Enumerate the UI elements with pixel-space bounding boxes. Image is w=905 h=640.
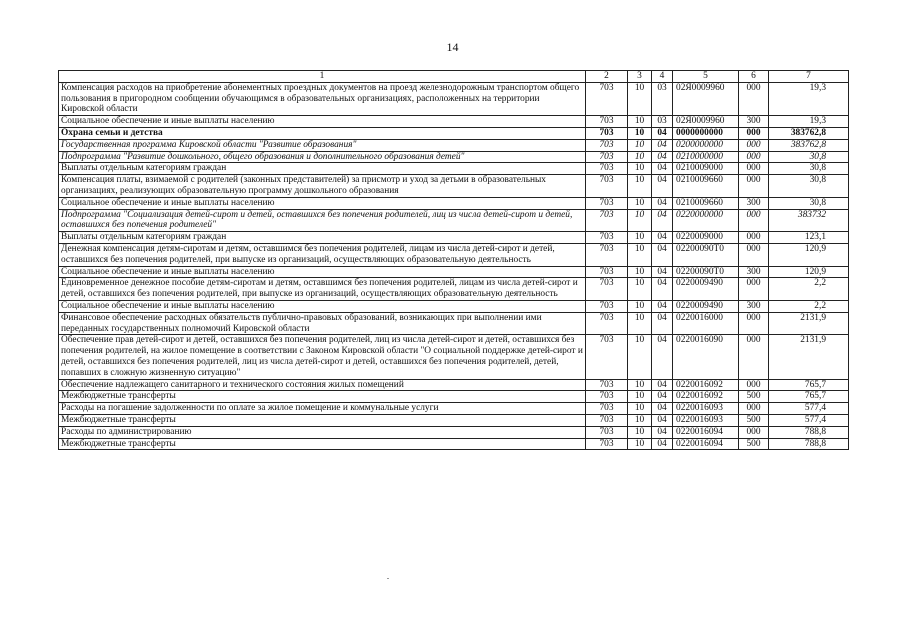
item-name-cell: Социальное обеспечение и иные выплаты населению bbox=[59, 116, 586, 128]
item-name-cell: Социальное обеспечение и иные выплаты населению bbox=[59, 197, 586, 209]
item-name-cell: Финансовое обеспечение расходных обязательств публично-правовых образований, возникающих при выполнении ими переданных государственных полномочий Кировской области bbox=[59, 312, 586, 335]
subsection-cell: 04 bbox=[652, 266, 673, 278]
target-article-cell: 0220009490 bbox=[673, 278, 739, 301]
expense-type-cell: 000 bbox=[739, 209, 769, 232]
section-cell: 10 bbox=[628, 278, 652, 301]
subsection-cell: 04 bbox=[652, 163, 673, 175]
table-row bbox=[59, 278, 849, 301]
target-article-cell: 0220000000 bbox=[673, 209, 739, 232]
item-name-cell: Единовременное денежное пособие детям-сиротам и детям, оставшимся без попечения родителей, лицам из числа детей-сирот и детей, оставшихся без попечения родителей, при выпуске из организаций, осуществляющих образовательную деятельность bbox=[59, 278, 586, 301]
amount-cell: 30,8 bbox=[769, 163, 849, 175]
admin-code-cell: 703 bbox=[586, 82, 628, 115]
section-cell: 10 bbox=[628, 438, 652, 450]
target-article-cell: 0220009000 bbox=[673, 232, 739, 244]
section-cell: 10 bbox=[628, 82, 652, 115]
item-name-cell: Выплаты отдельным категориям граждан bbox=[59, 232, 586, 244]
admin-code-cell: 703 bbox=[586, 335, 628, 379]
admin-code-cell: 703 bbox=[586, 278, 628, 301]
target-article-cell: 0200000000 bbox=[673, 139, 739, 151]
expense-type-cell: 000 bbox=[739, 379, 769, 391]
table-row bbox=[59, 209, 849, 232]
table-row bbox=[59, 232, 849, 244]
admin-code-cell: 703 bbox=[586, 209, 628, 232]
expense-type-cell: 500 bbox=[739, 391, 769, 403]
admin-code-cell: 703 bbox=[586, 127, 628, 139]
admin-code-cell: 703 bbox=[586, 139, 628, 151]
section-cell: 10 bbox=[628, 391, 652, 403]
section-cell: 10 bbox=[628, 379, 652, 391]
header-cell: 1 bbox=[59, 71, 586, 83]
subsection-cell: 04 bbox=[652, 300, 673, 312]
subsection-cell: 04 bbox=[652, 391, 673, 403]
expense-type-cell: 000 bbox=[739, 278, 769, 301]
target-article-cell: 0220016094 bbox=[673, 438, 739, 450]
section-cell: 10 bbox=[628, 116, 652, 128]
expense-type-cell: 000 bbox=[739, 175, 769, 198]
expense-type-cell: 000 bbox=[739, 82, 769, 115]
amount-cell: 19,3 bbox=[769, 116, 849, 128]
amount-cell: 120,9 bbox=[769, 243, 849, 266]
item-name-cell: Расходы по администрированию bbox=[59, 426, 586, 438]
amount-cell: 120,9 bbox=[769, 266, 849, 278]
subsection-cell: 03 bbox=[652, 116, 673, 128]
target-article-cell: 0220016094 bbox=[673, 426, 739, 438]
table-row bbox=[59, 403, 849, 415]
header-cell: 7 bbox=[769, 71, 849, 83]
amount-cell: 577,4 bbox=[769, 414, 849, 426]
amount-cell: 765,7 bbox=[769, 391, 849, 403]
target-article-cell: 0220016000 bbox=[673, 312, 739, 335]
table-row bbox=[59, 312, 849, 335]
table-row bbox=[59, 426, 849, 438]
amount-cell: 30,8 bbox=[769, 197, 849, 209]
section-cell: 10 bbox=[628, 335, 652, 379]
section-cell: 10 bbox=[628, 232, 652, 244]
expense-type-cell: 500 bbox=[739, 438, 769, 450]
item-name-cell: Межбюджетные трансферты bbox=[59, 438, 586, 450]
budget-table bbox=[58, 70, 849, 450]
amount-cell: 788,8 bbox=[769, 426, 849, 438]
expense-type-cell: 000 bbox=[739, 312, 769, 335]
section-cell: 10 bbox=[628, 403, 652, 415]
expense-type-cell: 000 bbox=[739, 151, 769, 163]
header-cell: 2 bbox=[586, 71, 628, 83]
table-row bbox=[59, 175, 849, 198]
table-row bbox=[59, 266, 849, 278]
item-name-cell: Межбюджетные трансферты bbox=[59, 391, 586, 403]
subsection-cell: 04 bbox=[652, 379, 673, 391]
subsection-cell: 04 bbox=[652, 197, 673, 209]
header-cell: 3 bbox=[628, 71, 652, 83]
section-cell: 10 bbox=[628, 300, 652, 312]
admin-code-cell: 703 bbox=[586, 175, 628, 198]
item-name-cell: Расходы на погашение задолженности по оплате за жилое помещение и коммунальные услуги bbox=[59, 403, 586, 415]
admin-code-cell: 703 bbox=[586, 426, 628, 438]
item-name-cell: Обеспечение прав детей-сирот и детей, оставшихся без попечения родителей, лиц из числа детей-сирот и детей, оставшихся без попечения родителей, на жилое помещение в соответствии с Законом Кировской области "О социальной поддержке детей-сирот и детей, оставшихся без попечения родителей, лиц из числа детей-сирот и детей, оставшихся без попечения родителей, детей, попавших в сложную жизненную ситуацию" bbox=[59, 335, 586, 379]
section-cell: 10 bbox=[628, 312, 652, 335]
amount-cell: 788,8 bbox=[769, 438, 849, 450]
table-row bbox=[59, 127, 849, 139]
subsection-cell: 04 bbox=[652, 426, 673, 438]
section-cell: 10 bbox=[628, 197, 652, 209]
item-name-cell: Социальное обеспечение и иные выплаты населению bbox=[59, 266, 586, 278]
amount-cell: 2,2 bbox=[769, 278, 849, 301]
table-row bbox=[59, 116, 849, 128]
item-name-cell: Компенсация платы, взимаемой с родителей (законных представителей) за присмотр и уход за детьми в образовательных организациях, реализующих образовательную программу дошкольного образования bbox=[59, 175, 586, 198]
amount-cell: 123,1 bbox=[769, 232, 849, 244]
target-article-cell: 0220016093 bbox=[673, 414, 739, 426]
target-article-cell: 0220016092 bbox=[673, 391, 739, 403]
target-article-cell: 0210009660 bbox=[673, 175, 739, 198]
section-cell: 10 bbox=[628, 175, 652, 198]
admin-code-cell: 703 bbox=[586, 232, 628, 244]
amount-cell: 2131,9 bbox=[769, 312, 849, 335]
item-name-cell: Социальное обеспечение и иные выплаты населению bbox=[59, 300, 586, 312]
subsection-cell: 04 bbox=[652, 127, 673, 139]
amount-cell: 2131,9 bbox=[769, 335, 849, 379]
section-cell: 10 bbox=[628, 163, 652, 175]
scan-speck bbox=[387, 578, 389, 579]
expense-type-cell: 000 bbox=[739, 139, 769, 151]
subsection-cell: 04 bbox=[652, 232, 673, 244]
amount-cell: 383762,8 bbox=[769, 139, 849, 151]
item-name-cell: Обеспечение надлежащего санитарного и технического состояния жилых помещений bbox=[59, 379, 586, 391]
subsection-cell: 04 bbox=[652, 243, 673, 266]
expense-type-cell: 000 bbox=[739, 163, 769, 175]
expense-type-cell: 000 bbox=[739, 426, 769, 438]
target-article-cell: 02200090Т0 bbox=[673, 266, 739, 278]
expense-type-cell: 000 bbox=[739, 403, 769, 415]
target-article-cell: 02Я0009960 bbox=[673, 82, 739, 115]
item-name-cell: Охрана семьи и детства bbox=[59, 127, 586, 139]
expense-type-cell: 300 bbox=[739, 300, 769, 312]
subsection-cell: 04 bbox=[652, 438, 673, 450]
amount-cell: 577,4 bbox=[769, 403, 849, 415]
subsection-cell: 04 bbox=[652, 278, 673, 301]
target-article-cell: 0210009660 bbox=[673, 197, 739, 209]
target-article-cell: 0000000000 bbox=[673, 127, 739, 139]
amount-cell: 383732 bbox=[769, 209, 849, 232]
table-row bbox=[59, 82, 849, 115]
item-name-cell: Подпрограмма "Социализация детей-сирот и детей, оставшихся без попечения родителей, лиц из числа детей-сирот и детей, оставшихся без попечения родителей" bbox=[59, 209, 586, 232]
target-article-cell: 02Я0009960 bbox=[673, 116, 739, 128]
admin-code-cell: 703 bbox=[586, 116, 628, 128]
admin-code-cell: 703 bbox=[586, 197, 628, 209]
admin-code-cell: 703 bbox=[586, 391, 628, 403]
target-article-cell: 0220016090 bbox=[673, 335, 739, 379]
header-cell: 6 bbox=[739, 71, 769, 83]
item-name-cell: Межбюджетные трансферты bbox=[59, 414, 586, 426]
item-name-cell: Денежная компенсация детям-сиротам и детям, оставшимся без попечения родителей, лицам из числа детей-сирот и детей, оставшихся без попечения родителей, при выпуске из организаций, осуществляющих образовательную деятельность bbox=[59, 243, 586, 266]
target-article-cell: 02200090Т0 bbox=[673, 243, 739, 266]
table-row bbox=[59, 300, 849, 312]
section-cell: 10 bbox=[628, 243, 652, 266]
admin-code-cell: 703 bbox=[586, 151, 628, 163]
header-cell: 5 bbox=[673, 71, 739, 83]
subsection-cell: 04 bbox=[652, 403, 673, 415]
table-row bbox=[59, 414, 849, 426]
expense-type-cell: 000 bbox=[739, 232, 769, 244]
amount-cell: 19,3 bbox=[769, 82, 849, 115]
target-article-cell: 0210009000 bbox=[673, 163, 739, 175]
admin-code-cell: 703 bbox=[586, 438, 628, 450]
subsection-cell: 04 bbox=[652, 414, 673, 426]
table-row bbox=[59, 151, 849, 163]
expense-type-cell: 000 bbox=[739, 335, 769, 379]
amount-cell: 30,8 bbox=[769, 151, 849, 163]
section-cell: 10 bbox=[628, 151, 652, 163]
admin-code-cell: 703 bbox=[586, 403, 628, 415]
item-name-cell: Компенсация расходов на приобретение абонементных проездных документов на проезд железнодорожным транспортом общего пользования в пригородном сообщении обучающимся в образовательных организациях, расположенных на территории Кировской области bbox=[59, 82, 586, 115]
amount-cell: 2,2 bbox=[769, 300, 849, 312]
amount-cell: 30,8 bbox=[769, 175, 849, 198]
admin-code-cell: 703 bbox=[586, 379, 628, 391]
target-article-cell: 0210000000 bbox=[673, 151, 739, 163]
section-cell: 10 bbox=[628, 426, 652, 438]
table-row bbox=[59, 391, 849, 403]
item-name-cell: Государственная программа Кировской области "Развитие образования" bbox=[59, 139, 586, 151]
expense-type-cell: 300 bbox=[739, 197, 769, 209]
admin-code-cell: 703 bbox=[586, 414, 628, 426]
admin-code-cell: 703 bbox=[586, 243, 628, 266]
subsection-cell: 04 bbox=[652, 312, 673, 335]
subsection-cell: 04 bbox=[652, 335, 673, 379]
table-row bbox=[59, 379, 849, 391]
subsection-cell: 04 bbox=[652, 209, 673, 232]
expense-type-cell: 300 bbox=[739, 266, 769, 278]
expense-type-cell: 000 bbox=[739, 243, 769, 266]
table-row bbox=[59, 335, 849, 379]
page-number: 14 bbox=[446, 40, 459, 54]
subsection-cell: 03 bbox=[652, 82, 673, 115]
admin-code-cell: 703 bbox=[586, 300, 628, 312]
subsection-cell: 04 bbox=[652, 175, 673, 198]
subsection-cell: 04 bbox=[652, 139, 673, 151]
amount-cell: 765,7 bbox=[769, 379, 849, 391]
target-article-cell: 0220016093 bbox=[673, 403, 739, 415]
expense-type-cell: 500 bbox=[739, 414, 769, 426]
table-row bbox=[59, 243, 849, 266]
target-article-cell: 0220009490 bbox=[673, 300, 739, 312]
admin-code-cell: 703 bbox=[586, 312, 628, 335]
amount-cell: 383762,8 bbox=[769, 127, 849, 139]
table-row bbox=[59, 197, 849, 209]
header-cell: 4 bbox=[652, 71, 673, 83]
subsection-cell: 04 bbox=[652, 151, 673, 163]
admin-code-cell: 703 bbox=[586, 163, 628, 175]
target-article-cell: 0220016092 bbox=[673, 379, 739, 391]
admin-code-cell: 703 bbox=[586, 266, 628, 278]
section-cell: 10 bbox=[628, 414, 652, 426]
item-name-cell: Выплаты отдельным категориям граждан bbox=[59, 163, 586, 175]
table-row bbox=[59, 438, 849, 450]
item-name-cell: Подпрограмма "Развитие дошкольного, общего образования и дополнительного образования детей" bbox=[59, 151, 586, 163]
expense-type-cell: 000 bbox=[739, 127, 769, 139]
section-cell: 10 bbox=[628, 209, 652, 232]
table-row bbox=[59, 163, 849, 175]
section-cell: 10 bbox=[628, 139, 652, 151]
section-cell: 10 bbox=[628, 127, 652, 139]
table-row bbox=[59, 139, 849, 151]
expense-type-cell: 300 bbox=[739, 116, 769, 128]
table-header-row bbox=[59, 71, 849, 83]
section-cell: 10 bbox=[628, 266, 652, 278]
